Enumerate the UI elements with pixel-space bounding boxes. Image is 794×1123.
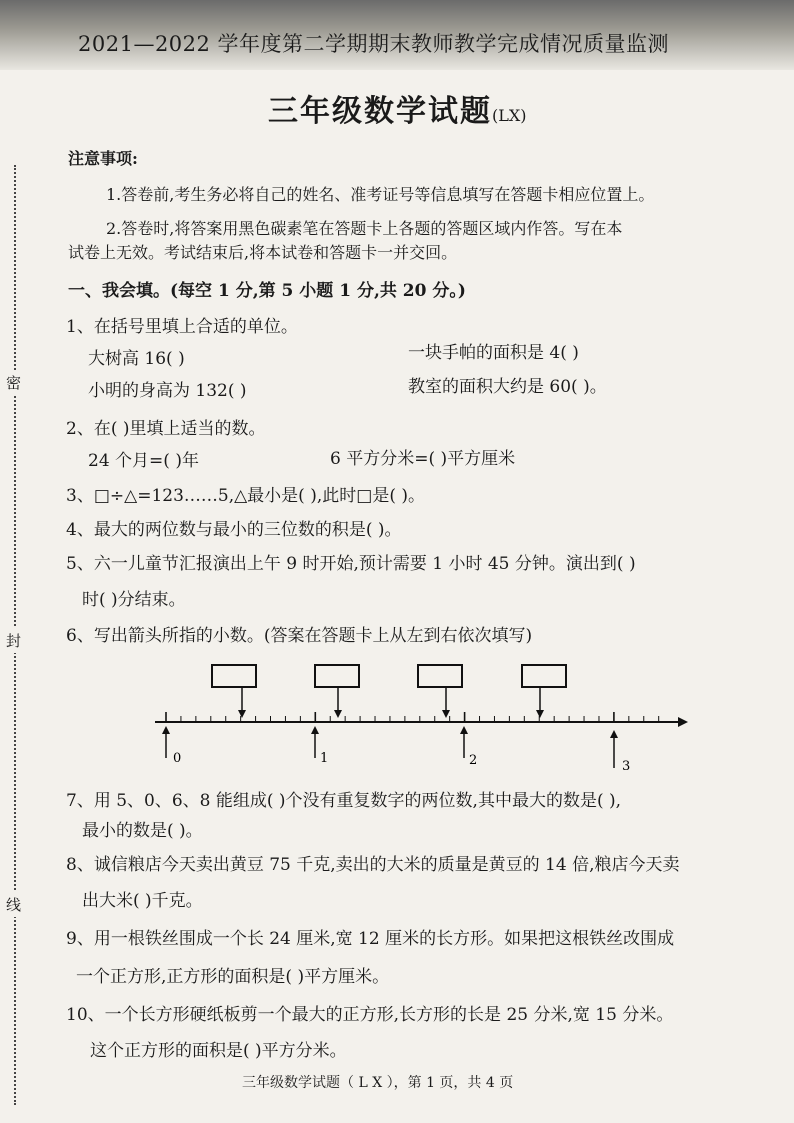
answer-box-4 bbox=[522, 665, 566, 687]
note-2b: 试卷上无效。考试结束后,将本试卷和答题卡一并交回。 bbox=[68, 243, 458, 262]
number-line-label-2: 2 bbox=[469, 753, 478, 768]
q2-b: 6 平方分米=( )平方厘米 bbox=[330, 449, 516, 469]
q9-a: 9、用一根铁丝围成一个长 24 厘米,宽 12 厘米的长方形。如果把这根铁丝改围成 bbox=[66, 929, 675, 949]
q7-a: 7、用 5、0、6、8 能组成( )个没有重复数字的两位数,其中最大的数是( ), bbox=[66, 791, 622, 811]
q10-b: 这个正方形的面积是( )平方分米。 bbox=[90, 1041, 347, 1061]
q9-b: 一个正方形,正方形的面积是( )平方厘米。 bbox=[76, 967, 390, 987]
answer-box-3 bbox=[418, 665, 462, 687]
title-text: 三年级数学试题 bbox=[268, 94, 492, 129]
q2-a: 24 个月=( )年 bbox=[88, 451, 199, 471]
seal-char-xian: 线 bbox=[6, 892, 21, 917]
note-2a: 2.答卷时,将答案用黑色碳素笔在答题卡上各题的答题区域内作答。写在本 bbox=[106, 219, 623, 238]
q5-b: 时( )分结束。 bbox=[82, 590, 186, 610]
q1-c: 小明的身高为 132( ) bbox=[88, 381, 247, 401]
pointer-arrow-1-head bbox=[238, 710, 246, 718]
number-line-label-3: 3 bbox=[622, 759, 631, 770]
page-footer: 三年级数学试题（ L X ），第 1 页，共 4 页 bbox=[242, 1075, 514, 1091]
q1-a: 大树高 16( ) bbox=[88, 349, 185, 369]
q3: 3、□÷△=123……5,△最小是( ),此时□是( )。 bbox=[66, 486, 425, 506]
q5-a: 5、六一儿童节汇报演出上午 9 时开始,预计需要 1 小时 45 分钟。演出到( ) bbox=[66, 554, 636, 574]
number-line-figure bbox=[150, 650, 690, 770]
q4: 4、最大的两位数与最小的三位数的积是( )。 bbox=[66, 520, 402, 540]
mark-arrow-0-head bbox=[162, 726, 170, 734]
number-line-arrowhead bbox=[678, 717, 688, 727]
q6: 6、写出箭头所指的小数。(答案在答题卡上从左到右依次填写) bbox=[66, 626, 533, 646]
q2-stem: 2、在( )里填上适当的数。 bbox=[66, 419, 266, 439]
mark-arrow-3-head bbox=[610, 730, 618, 738]
q1-b: 一块手帕的面积是 4( ) bbox=[408, 343, 579, 363]
exam-header: 2021—2022 学年度第二学期期末教师教学完成情况质量监测 bbox=[78, 32, 670, 56]
notes-heading: 注意事项: bbox=[68, 149, 138, 168]
answer-box-2 bbox=[315, 665, 359, 687]
pointer-arrow-4-head bbox=[536, 710, 544, 718]
pointer-arrow-2-head bbox=[334, 710, 342, 718]
seal-char-mi: 密 bbox=[6, 370, 21, 395]
q8-b: 出大米( )千克。 bbox=[82, 891, 203, 911]
note-1: 1.答卷前,考生务必将自己的姓名、准考证号等信息填写在答题卡相应位置上。 bbox=[106, 185, 655, 204]
pointer-arrow-3-head bbox=[442, 710, 450, 718]
q8-a: 8、诚信粮店今天卖出黄豆 75 千克,卖出的大米的质量是黄豆的 14 倍,粮店今天卖 bbox=[66, 855, 680, 875]
number-line-label-0: 0 bbox=[173, 751, 182, 766]
number-line-label-1: 1 bbox=[320, 751, 329, 766]
mark-arrow-1-head bbox=[311, 726, 319, 734]
binding-margin bbox=[0, 70, 30, 1123]
exam-title bbox=[268, 86, 527, 130]
mark-arrow-2-head bbox=[460, 726, 468, 734]
q1-stem: 1、在括号里填上合适的单位。 bbox=[66, 317, 298, 337]
q7-b: 最小的数是( )。 bbox=[82, 821, 203, 841]
seal-char-feng: 封 bbox=[6, 628, 21, 653]
section-1-title: 一、我会填。(每空 1 分,第 5 小题 1 分,共 20 分。) bbox=[68, 281, 466, 301]
title-suffix: (LX) bbox=[492, 106, 527, 125]
answer-box-1 bbox=[212, 665, 256, 687]
q10-a: 10、一个长方形硬纸板剪一个最大的正方形,长方形的长是 25 分米,宽 15 分米。 bbox=[66, 1005, 674, 1025]
q1-d: 教室的面积大约是 60( )。 bbox=[408, 377, 607, 397]
